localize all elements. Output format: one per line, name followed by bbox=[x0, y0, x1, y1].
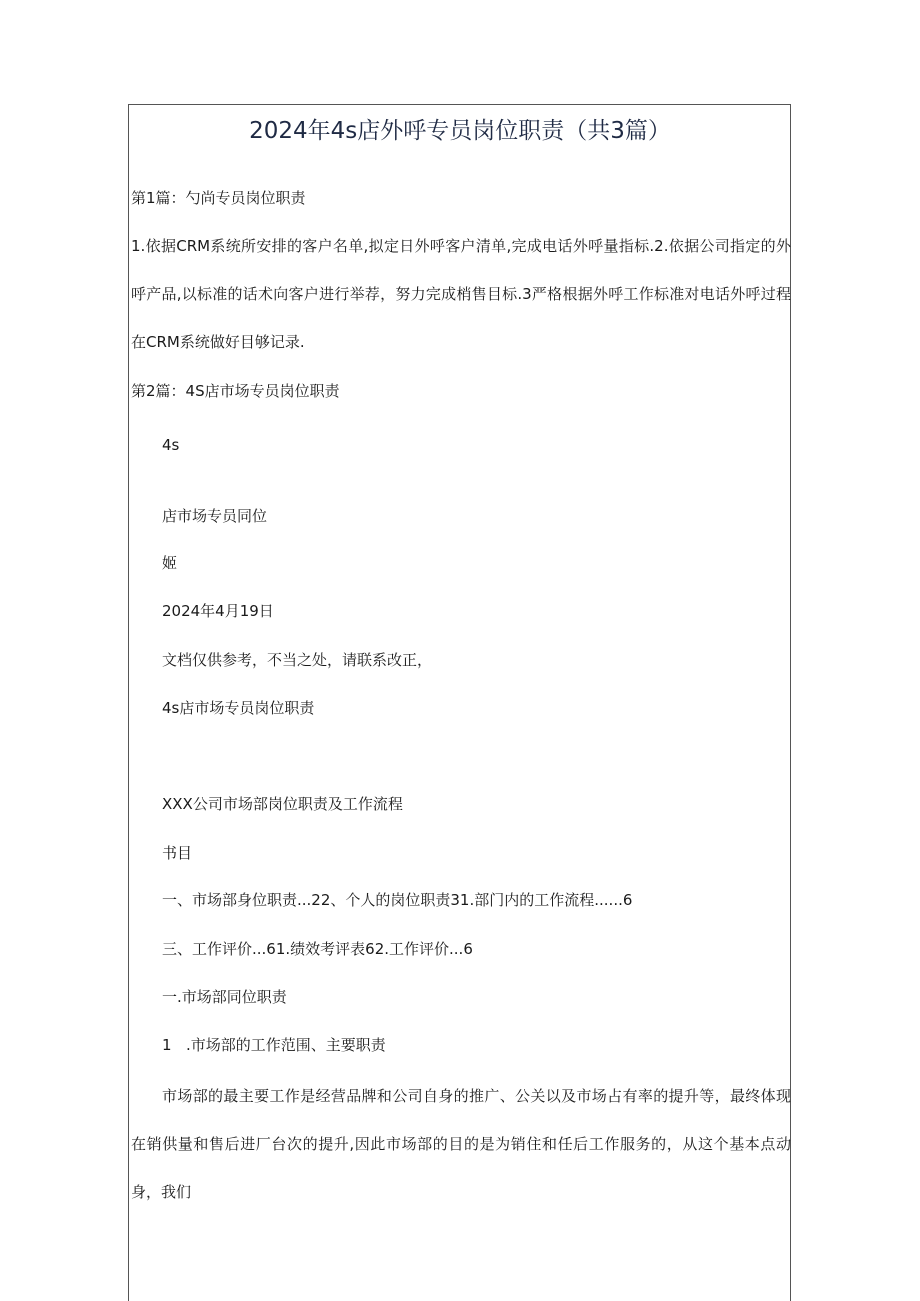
section2-heading: 第2篇：4S店市场专员岗位职责 bbox=[131, 382, 340, 400]
cover-line-2: 店市场专员同位 bbox=[162, 507, 268, 525]
subsection-1-number: 1 bbox=[162, 1036, 172, 1054]
doc2-title: XXX公司市场部岗位职责及工作流程 bbox=[162, 795, 403, 813]
subsection-1-title: .市场部的工作范围、主要职责 bbox=[186, 1036, 386, 1054]
section-a-heading: 一.市场部同位职责 bbox=[162, 988, 287, 1006]
cover-note: 文档仅供参考，不当之处，请联系改正， bbox=[162, 651, 433, 669]
section1-body: 1.依据CRM系统所安排的客户名单,拟定日外呼客户清单,完成电话外呼量指标.2.依据公司指定的外呼产品,以标准的话术向客户进行举荐，努力完成梢售目标.3严格根据外呼工作标准对电话外呼过程在CRM系统做好目够记录. bbox=[131, 237, 791, 351]
toc-line-1: 一、市场部身位职责...22、个人的岗位职责31.部门内的工作流程......6 bbox=[162, 891, 633, 909]
section1-heading: 第1篇：勺尚专员岗位职责 bbox=[131, 189, 306, 207]
toc-heading: 书目 bbox=[162, 844, 193, 862]
cover-date: 2024年4月19日 bbox=[162, 602, 274, 620]
body-paragraph: 市场部的最主要工作是经营品牌和公司自身的推广、公关以及市场占有率的提升等，最终体现在销供量和售后进厂台次的提升,因此市场部的目的是为销住和任后工作服务的，从这个基本点动身，我们 bbox=[131, 1087, 791, 1201]
document-title: 2024年4s店外呼专员岗位职责（共3篇） bbox=[249, 118, 671, 144]
cover-subject: 4s店市场专员岗位职责 bbox=[162, 699, 315, 717]
toc-line-2: 三、工作评价...61.绩效考评表62.工作评价...6 bbox=[162, 940, 473, 958]
cover-line-3: 姬 bbox=[162, 554, 178, 572]
cover-line-1: 4s bbox=[162, 436, 180, 454]
